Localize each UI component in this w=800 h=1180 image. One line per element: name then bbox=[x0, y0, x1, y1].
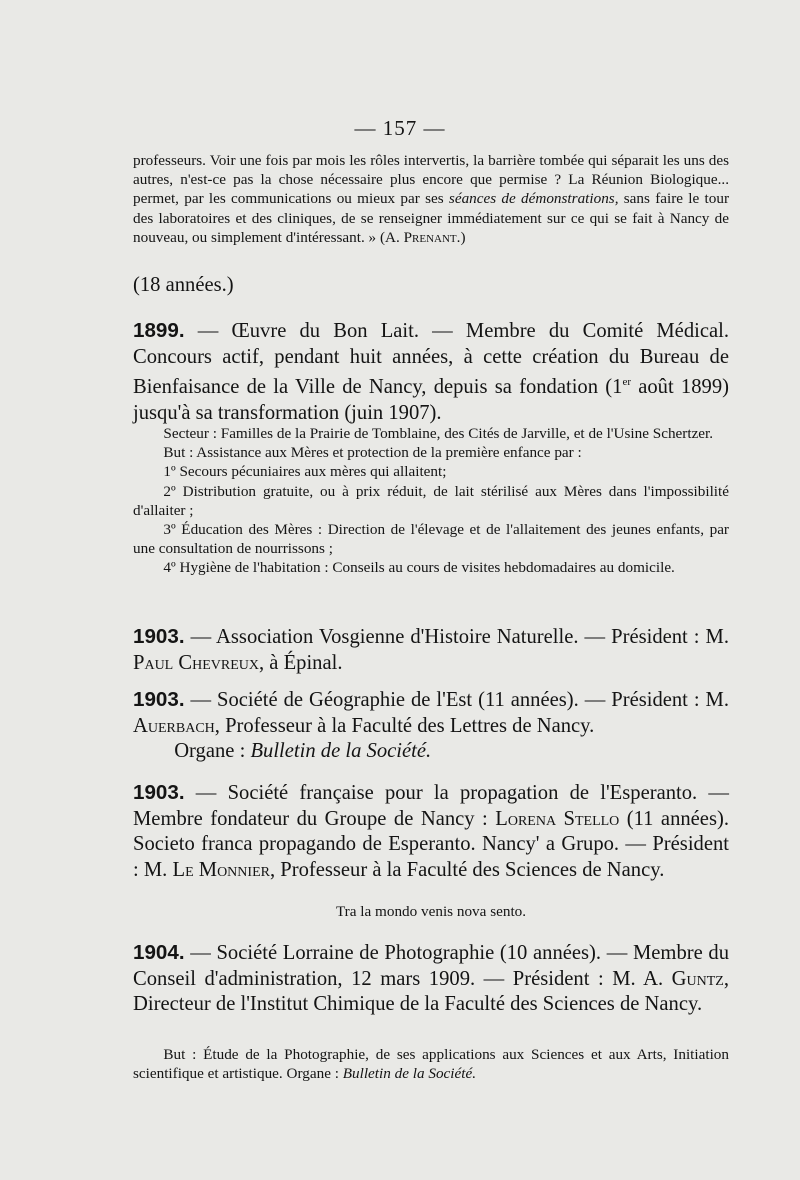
entry-1904-details: But : Étude de la Photographie, de ses applications aux Sciences et aux Arts, Initiation scientifique et artistique. Organe : Bulletin de la Société. bbox=[133, 1046, 729, 1083]
entry-year: 1903. bbox=[133, 688, 185, 711]
entry-1903-vosgienne: 1903. — Association Vosgienne d'Histoire Naturelle. — Président : M. Paul Chevreux, à Épinal. bbox=[133, 625, 729, 674]
page-number: — 157 — bbox=[354, 116, 446, 140]
entry-year: 1904. bbox=[133, 941, 185, 964]
entry-1903-geographie: 1903. — Société de Géographie de l'Est (11 années). — Président : M. Auerbach, Professeur à la Faculté des Lettres de Nancy. Organe : Bulletin de la Société. bbox=[133, 688, 729, 763]
entry-year: 1903. bbox=[133, 781, 185, 804]
esperanto-motto: Tra la mondo venis nova sento. bbox=[335, 903, 527, 920]
years-note: (18 années.) bbox=[133, 274, 234, 296]
entry-year: 1899. bbox=[133, 319, 185, 342]
but: But : Assistance aux Mères et protection de la première enfance par : bbox=[163, 444, 582, 462]
intro-paragraph: professeurs. Voir une fois par mois les rôles intervertis, la barrière tombée qui séparait les uns des autres, n'est-ce pas la chose nécessaire plus encore que permise ? La Réunion Biologique... permet, par les communications ou mieux par ses séances de démonstrations, sans faire le tour des laboratoires et des cliniques, de se renseigner immédiatement sur ce qui se fait à Nancy de nouveau, ou simplement d'intéressant. » (A. Prenant.) bbox=[133, 152, 729, 246]
entry-year: 1903. bbox=[133, 625, 185, 648]
list-item: 3º Éducation des Mères : Direction de l'élevage et de l'allaitement des jeunes enfants, par une consultation de nourrissons ; bbox=[133, 521, 729, 558]
secteur: Secteur : Familles de la Prairie de Tomblaine, des Cités de Jarville, et de l'Usine Schertzer. bbox=[163, 425, 714, 442]
list-item: 2º Distribution gratuite, ou à prix réduit, de lait stérilisé aux Mères dans l'impossibilité d'allaiter ; bbox=[133, 482, 729, 519]
list-item: 4º Hygiène de l'habitation : Conseils au cours de visites hebdomadaires au domicile. bbox=[163, 559, 675, 577]
entry-1899: 1899. — Œuvre du Bon Lait. — Membre du Comité Médical. Concours actif, pendant huit années, à cette création du Bureau de Bienfaisance de la Ville de Nancy, depuis sa fondation (1er août 1899) jusqu'à sa transformation (juin 1907). bbox=[133, 319, 729, 424]
entry-1903-esperanto: 1903. — Société française pour la propagation de l'Esperanto. — Membre fondateur du Groupe de Nancy : Lorena Stello (11 années). Societo franca propagando de Esperanto. Nancy' a Grupo. — Président : M. Le Monnier, Professeur à la Faculté des Sciences de Nancy. bbox=[133, 781, 729, 881]
entry-1899-details bbox=[133, 424, 729, 578]
entry-1904: 1904. — Société Lorraine de Photographie (10 années). — Membre du Conseil d'administration, 12 mars 1909. — Président : M. A. Guntz, Directeur de l'Institut Chimique de la Faculté des Sciences de Nancy. bbox=[133, 941, 729, 1016]
list-item: 1º Secours pécuniaires aux mères qui allaitent; bbox=[163, 463, 447, 481]
